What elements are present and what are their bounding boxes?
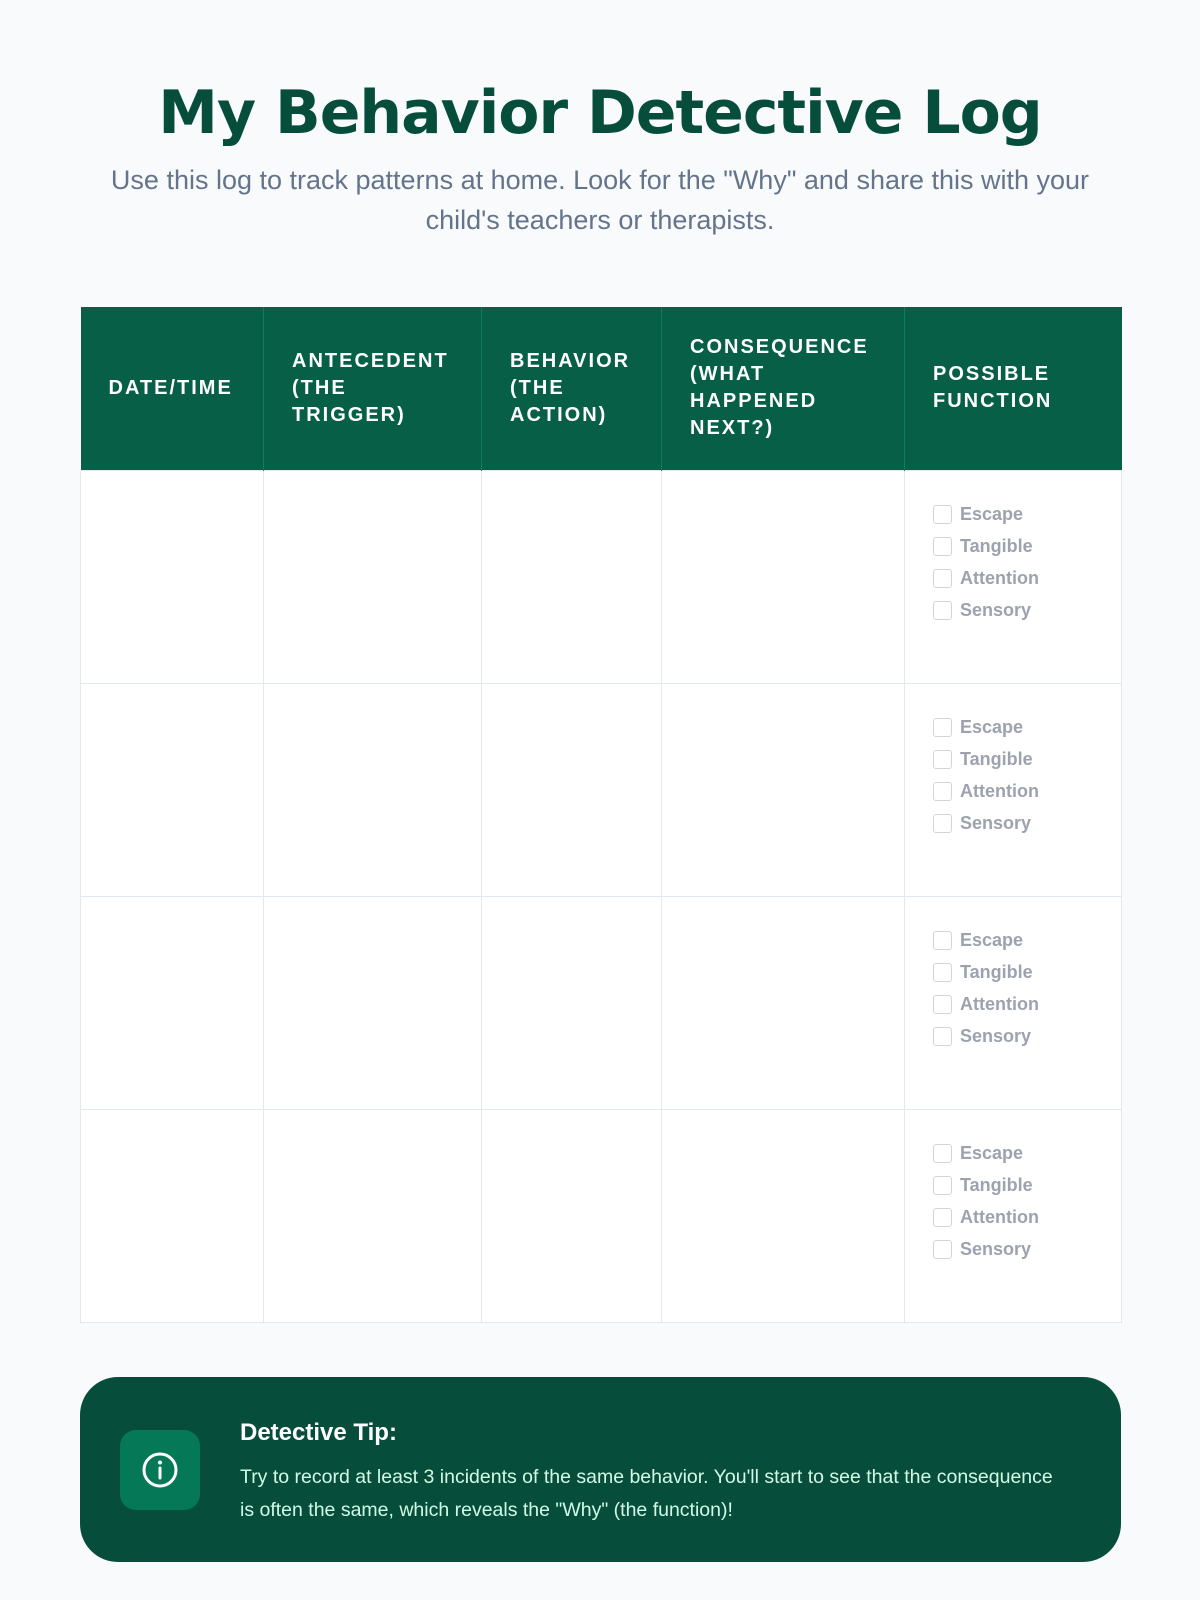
antecedent-cell[interactable] — [264, 1109, 482, 1322]
column-header-consequence: CONSEQUENCE (WHAT HAPPENED NEXT?) — [662, 307, 905, 470]
function-option-tangible[interactable] — [933, 957, 1121, 989]
column-header-behavior: BEHAVIOR (THE ACTION) — [482, 307, 662, 470]
checkbox[interactable] — [933, 750, 952, 769]
checkbox[interactable] — [933, 963, 952, 982]
function-option-label: Escape — [960, 1143, 1024, 1163]
function-option-tangible[interactable] — [933, 1170, 1121, 1202]
table-row — [81, 896, 1122, 1109]
checkbox[interactable] — [933, 1027, 952, 1046]
behavior-log-table — [80, 307, 1122, 1323]
consequence-cell[interactable] — [662, 470, 905, 683]
consequence-cell[interactable] — [662, 1109, 905, 1322]
antecedent-cell[interactable] — [264, 470, 482, 683]
checkbox[interactable] — [933, 1144, 952, 1163]
behavior-cell[interactable] — [482, 1109, 662, 1322]
antecedent-cell[interactable] — [264, 683, 482, 896]
column-header-antecedent: ANTECEDENT (THE TRIGGER) — [264, 307, 482, 470]
table-row — [81, 1109, 1122, 1322]
checkbox[interactable] — [933, 782, 952, 801]
function-option-label: Tangible — [960, 536, 1033, 556]
possible-function-cell — [905, 1109, 1122, 1322]
function-option-escape[interactable] — [933, 499, 1121, 531]
detective-tip-card — [80, 1377, 1121, 1562]
function-option-label: Attention — [960, 568, 1039, 588]
function-option-sensory[interactable] — [933, 595, 1121, 627]
function-option-escape[interactable] — [933, 712, 1121, 744]
checkbox[interactable] — [933, 718, 952, 737]
date-time-cell[interactable] — [81, 1109, 264, 1322]
consequence-cell[interactable] — [662, 683, 905, 896]
function-option-label: Sensory — [960, 600, 1032, 620]
function-option-tangible[interactable] — [933, 531, 1121, 563]
consequence-cell[interactable] — [662, 896, 905, 1109]
checkbox[interactable] — [933, 1208, 952, 1227]
function-option-label: Sensory — [960, 1026, 1032, 1046]
checkbox[interactable] — [933, 995, 952, 1014]
info-icon — [120, 1430, 200, 1510]
function-option-label: Sensory — [960, 813, 1032, 833]
table-header-row — [81, 307, 1122, 470]
function-option-label: Attention — [960, 781, 1039, 801]
function-option-label: Tangible — [960, 962, 1033, 982]
column-header-date-time: DATE/TIME — [81, 307, 264, 470]
function-option-attention[interactable] — [933, 989, 1121, 1021]
table-row — [81, 683, 1122, 896]
function-option-label: Sensory — [960, 1239, 1032, 1259]
checkbox[interactable] — [933, 569, 952, 588]
checkbox[interactable] — [933, 1176, 952, 1195]
possible-function-cell — [905, 470, 1122, 683]
tip-body: Try to record at least 3 incidents of the same behavior. You'll start to see that the consequence is often the same, which reveals the "Why" (the function)! — [240, 1466, 1053, 1521]
date-time-cell[interactable] — [81, 896, 264, 1109]
function-option-attention[interactable] — [933, 776, 1121, 808]
function-option-sensory[interactable] — [933, 1234, 1121, 1266]
function-option-label: Attention — [960, 1207, 1039, 1227]
table-row — [81, 470, 1122, 683]
function-option-escape[interactable] — [933, 1138, 1121, 1170]
tip-heading: Detective Tip: — [240, 1419, 397, 1446]
checkbox[interactable] — [933, 505, 952, 524]
page-subtitle: Use this log to track patterns at home. Look for the "Why" and share this with your child's teachers or therapists. — [110, 165, 1090, 235]
table-body — [81, 470, 1122, 1322]
function-option-escape[interactable] — [933, 925, 1121, 957]
checkbox[interactable] — [933, 601, 952, 620]
function-option-sensory[interactable] — [933, 808, 1121, 840]
checkbox[interactable] — [933, 537, 952, 556]
behavior-cell[interactable] — [482, 896, 662, 1109]
column-header-possible-function: POSSIBLE FUNCTION — [905, 307, 1122, 470]
function-option-label: Attention — [960, 994, 1039, 1014]
function-option-attention[interactable] — [933, 1202, 1121, 1234]
function-option-label: Tangible — [960, 749, 1033, 769]
function-option-label: Tangible — [960, 1175, 1033, 1195]
function-option-label: Escape — [960, 717, 1024, 737]
function-option-tangible[interactable] — [933, 744, 1121, 776]
behavior-cell[interactable] — [482, 683, 662, 896]
possible-function-cell — [905, 683, 1122, 896]
checkbox[interactable] — [933, 1240, 952, 1259]
function-option-label: Escape — [960, 504, 1024, 524]
function-option-label: Escape — [960, 930, 1024, 950]
date-time-cell[interactable] — [81, 470, 264, 683]
page-title: My Behavior Detective Log — [158, 78, 1042, 148]
behavior-cell[interactable] — [482, 470, 662, 683]
function-option-attention[interactable] — [933, 563, 1121, 595]
antecedent-cell[interactable] — [264, 896, 482, 1109]
possible-function-cell — [905, 896, 1122, 1109]
date-time-cell[interactable] — [81, 683, 264, 896]
function-option-sensory[interactable] — [933, 1021, 1121, 1053]
checkbox[interactable] — [933, 814, 952, 833]
checkbox[interactable] — [933, 931, 952, 950]
